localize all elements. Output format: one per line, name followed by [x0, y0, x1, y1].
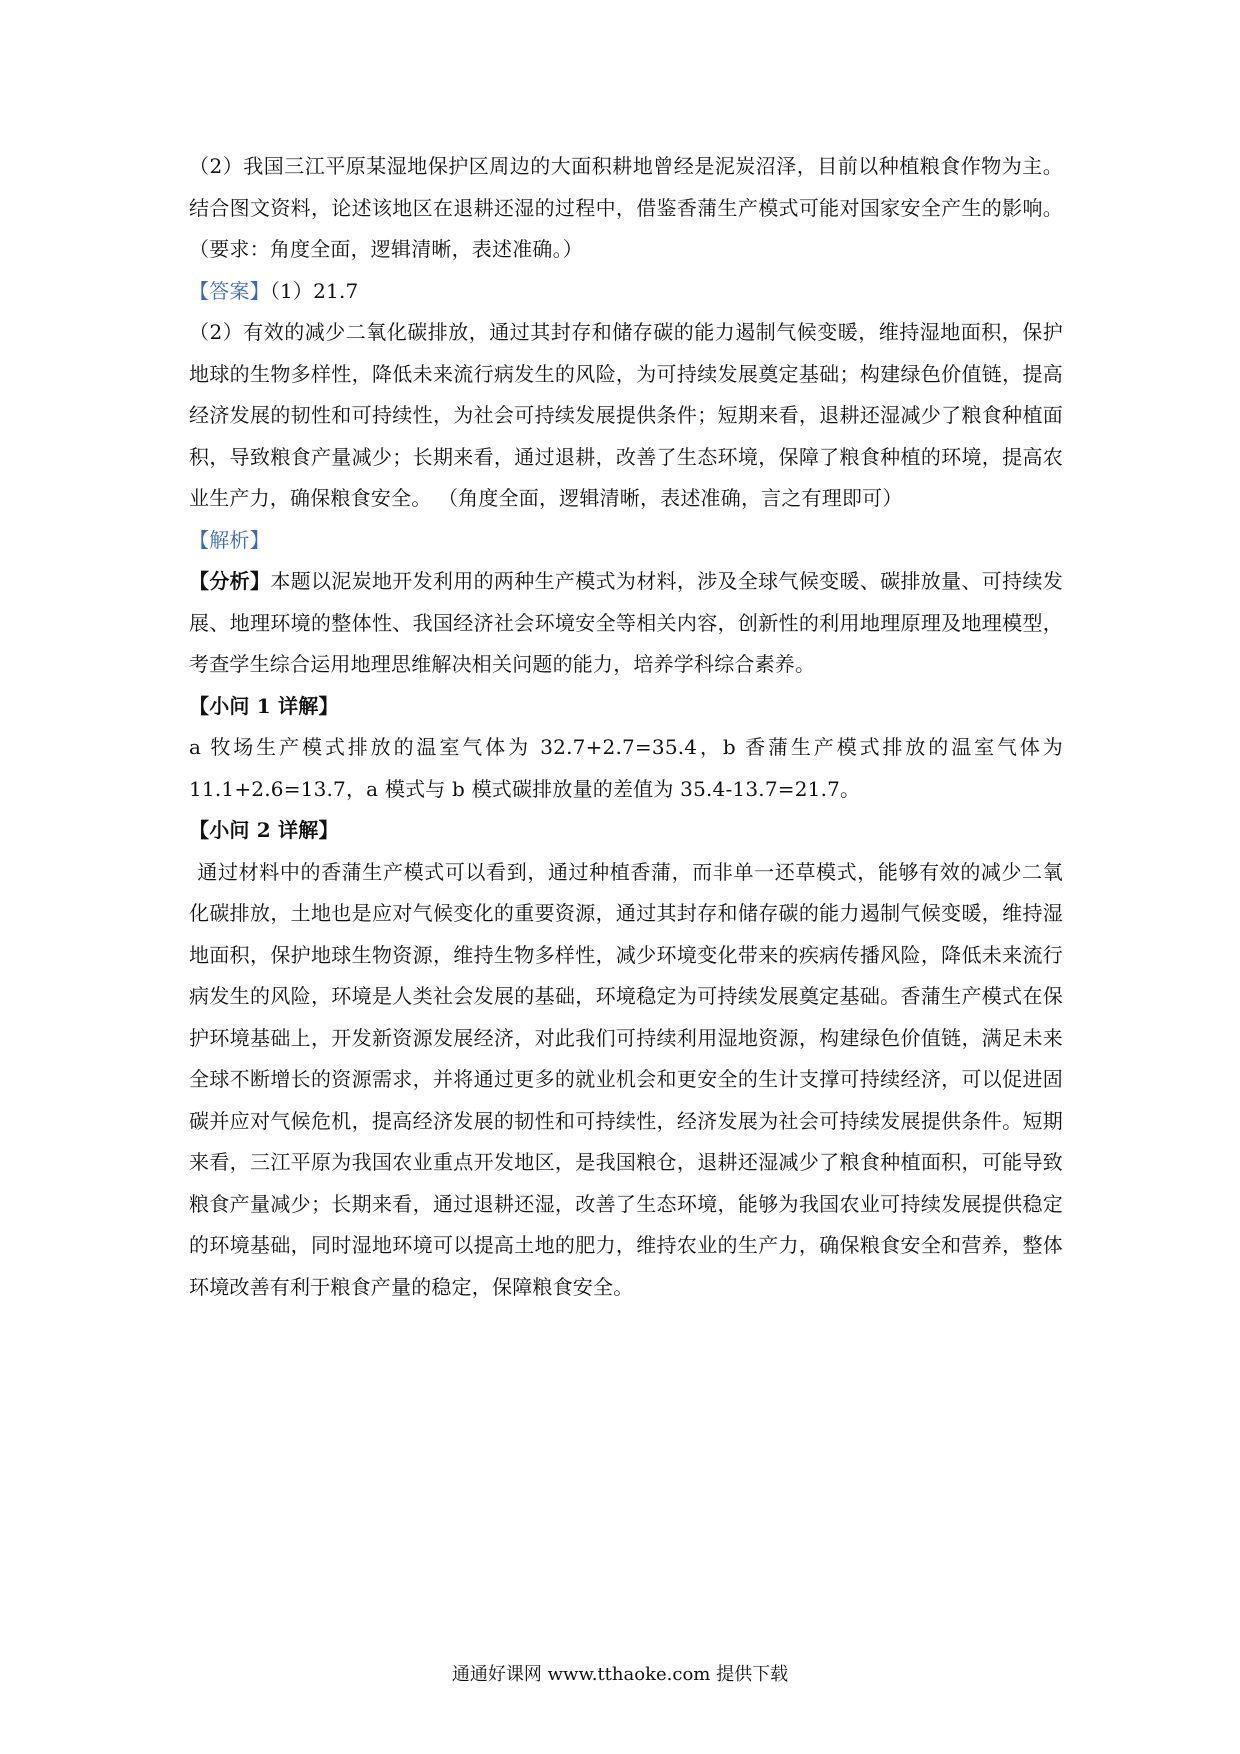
- analysis-paragraph: [189, 561, 1063, 686]
- question-part-2: （2）我国三江平原某湿地保护区周边的大面积耕地曾经是泥炭沼泽，目前以种植粮食作物为主。结合图文资料，论述该地区在退耕还湿的过程中，借鉴香蒲生产模式可能对国家安全产生的影响。（要求：角度全面，逻辑清晰，表述准确。）: [189, 154, 1063, 261]
- sub-question-2-body: 通过材料中的香蒲生产模式可以看到，通过种植香蒲，而非单一还草模式，能够有效的减少二氧化碳排放，土地也是应对气候变化的重要资源，通过其封存和储存碳的能力遏制气候变暖，维持湿地面积，保护地球生物资源，维持生物多样性，减少环境变化带来的疾病传播风险，降低未来流行病发生的风险，环境是人类社会发展的基础，环境稳定为可持续发展奠定基础。香蒲生产模式在保护环境基础上，开发新资源发展经济，对此我们可持续利用湿地资源，构建绿色价值链，满足未来全球不断增长的资源需求，并将通过更多的就业机会和更安全的生计支撑可持续经济，可以促进固碳并应对气候危机，提高经济发展的韧性和可持续性，经济发展为社会可持续发展提供条件。短期来看，三江平原为我国农业重点开发地区，是我国粮仓，退耕还湿减少了粮食种植面积，可能导致粮食产量减少；长期来看，通过退耕还湿，改善了生态环境，能够为我国农业可持续发展提供稳定的环境基础，同时湿地环境可以提高土地的肥力，维持农业的生产力，确保粮食安全和营养，整体环境改善有利于粮食产量的稳定，保障粮食安全。: [189, 859, 1063, 1299]
- page-footer: 通通好课网 www.tthaoke.com 提供下载: [451, 1664, 789, 1685]
- answer-part-2: （2）有效的减少二氧化碳排放，通过其封存和储存碳的能力遏制气候变暖，维持湿地面积，保护地球的生物多样性，降低未来流行病发生的风险，为可持续发展奠定基础；构建绿色价值链，提高经济发展的韧性和可持续性，为社会可持续发展提供条件；短期来看，退耕还湿减少了粮食种植面积，导致粮食产量减少；长期来看，通过退耕，改善了生态环境，保障了粮食种植的环境，提高农业生产力，确保粮食安全。 （角度全面，逻辑清晰，表述准确，言之有理即可）: [189, 320, 1063, 510]
- sub-question-1-heading: 【小问 1 详解】: [189, 693, 339, 718]
- sub-question-2-text: [189, 852, 1063, 1309]
- sub-question-1-text: a 牧场生产模式排放的温室气体为 32.7+2.7=35.4，b 香蒲生产模式排放的温室气体为 11.1+2.6=13.7，a 模式与 b 模式碳排放量的差值为 35.4-13.7=21.7。: [189, 735, 1063, 801]
- analysis-line: [189, 520, 1063, 562]
- analysis-text: 本题以泥炭地开发利用的两种生产模式为材料，涉及全球气候变暖、碳排放量、可持续发展、地理环境的整体性、我国经济社会环境安全等相关内容，创新性的利用地理原理及地理模型，考查学生综合运用地理思维解决相关问题的能力，培养学科综合素养。: [189, 569, 1063, 676]
- document-body: [189, 146, 1063, 1308]
- analysis-tag: 【解析】: [189, 527, 270, 552]
- sub-question-2-heading: 【小问 2 详解】: [189, 818, 339, 842]
- answer-tag: 【答案】: [189, 278, 270, 303]
- answer-line: [189, 271, 1063, 313]
- answer-part-1: （1）21.7: [269, 278, 359, 303]
- analysis-label: 【分析】: [189, 569, 271, 593]
